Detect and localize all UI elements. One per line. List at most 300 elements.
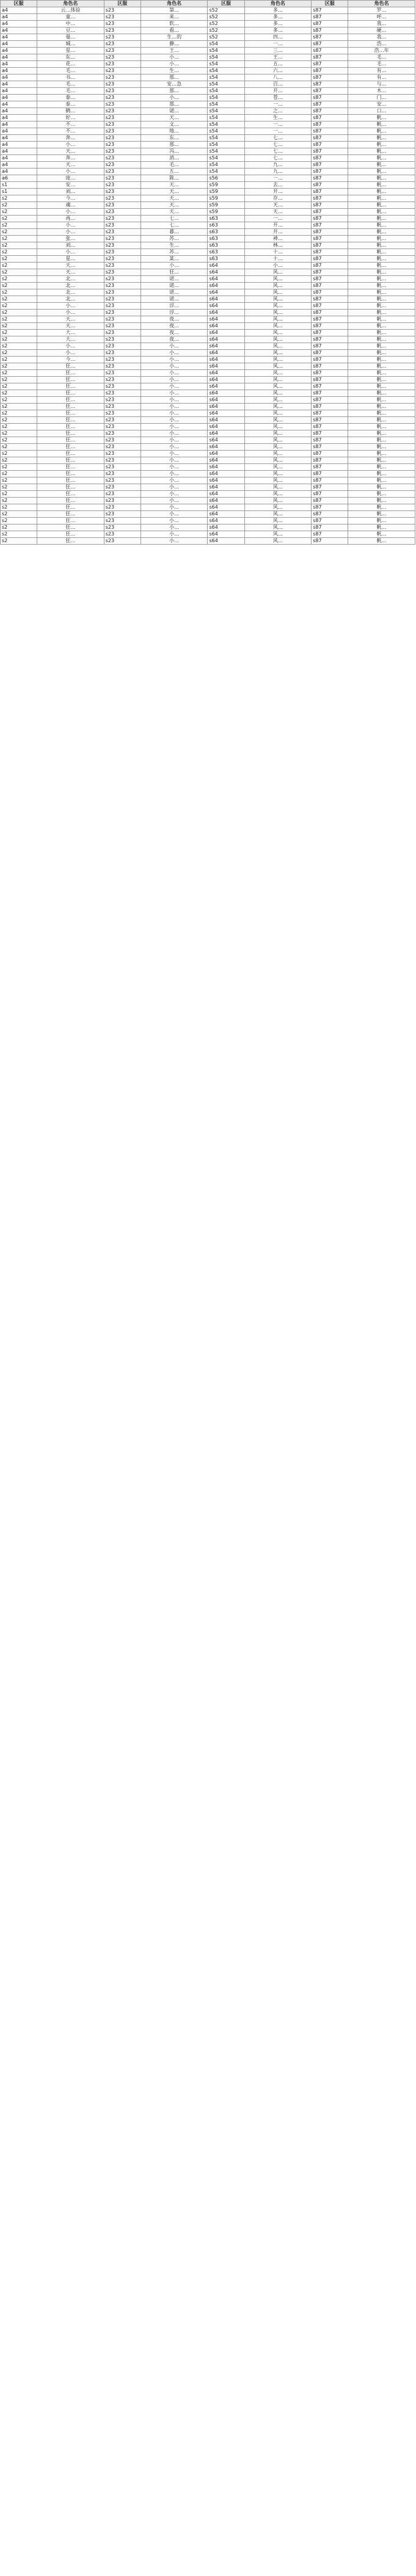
- role-name-cell: 帆…: [348, 390, 415, 397]
- server-cell: s23: [104, 323, 140, 330]
- server-cell: s87: [312, 74, 348, 81]
- role-name-cell: 帆…: [348, 276, 415, 283]
- server-cell: s87: [312, 68, 348, 74]
- role-name-cell: 北…: [37, 289, 104, 296]
- role-name-cell: 天…: [37, 323, 104, 330]
- role-name-cell: 去…: [244, 182, 312, 189]
- role-name-cell: 风…: [244, 444, 312, 451]
- server-cell: s87: [312, 209, 348, 216]
- role-name-cell: 帆…: [348, 283, 415, 289]
- role-name-cell: 风…: [244, 383, 312, 390]
- server-cell: s2: [1, 222, 37, 229]
- table-row: [1, 471, 415, 477]
- table-row: [1, 296, 415, 303]
- server-cell: s2: [1, 195, 37, 202]
- role-name-cell: 帆…: [348, 531, 415, 538]
- role-name-cell: 帆…: [348, 263, 415, 269]
- role-name-cell: 帆…: [348, 289, 415, 296]
- role-name-cell: 小…: [37, 350, 104, 357]
- role-name-cell: 风…: [244, 397, 312, 404]
- server-cell: s23: [104, 504, 140, 511]
- server-cell: s2: [1, 216, 37, 222]
- role-name-cell: 狂…: [37, 397, 104, 404]
- role-name-cell: 帆…: [348, 296, 415, 303]
- server-cell: s23: [104, 202, 140, 209]
- server-cell: s23: [104, 336, 140, 343]
- role-name-cell: 有…: [348, 68, 415, 74]
- role-name-cell: 一…: [244, 101, 312, 108]
- server-cell: s87: [312, 330, 348, 336]
- server-cell: s2: [1, 357, 37, 363]
- role-name-cell: 鹤…: [37, 108, 104, 115]
- role-name-cell: 北…: [37, 283, 104, 289]
- server-cell: s23: [104, 498, 140, 504]
- table-row: [1, 451, 415, 457]
- server-cell: s23: [104, 276, 140, 283]
- role-name-cell: 风…: [244, 430, 312, 437]
- role-name-cell: 小…: [140, 430, 208, 437]
- server-cell: s87: [312, 249, 348, 256]
- server-cell: s59: [208, 209, 244, 216]
- server-cell: s64: [208, 410, 244, 417]
- table-row: [1, 175, 415, 182]
- server-cell: s2: [1, 202, 37, 209]
- server-cell: s23: [104, 363, 140, 370]
- role-name-cell: 安…: [348, 101, 415, 108]
- role-name-cell: 狂…: [37, 444, 104, 451]
- server-cell: s23: [104, 477, 140, 484]
- role-name-cell: 小…: [140, 491, 208, 498]
- server-cell: s87: [312, 437, 348, 444]
- role-name-cell: 小…: [140, 524, 208, 531]
- table-row: [1, 323, 415, 330]
- server-cell: s64: [208, 350, 244, 357]
- table-row: [1, 491, 415, 498]
- role-name-cell: 天…: [140, 115, 208, 122]
- server-cell: s87: [312, 404, 348, 410]
- server-cell: s64: [208, 518, 244, 524]
- server-cell: s23: [104, 169, 140, 175]
- table-row: [1, 316, 415, 323]
- server-cell: s63: [208, 222, 244, 229]
- server-cell: s64: [208, 310, 244, 316]
- role-name-cell: 一…: [244, 128, 312, 135]
- role-name-cell: 硬…: [348, 27, 415, 34]
- server-cell: s2: [1, 256, 37, 263]
- server-cell: s2: [1, 451, 37, 457]
- server-cell: s2: [1, 504, 37, 511]
- table-row: [1, 504, 415, 511]
- server-cell: s54: [208, 61, 244, 68]
- role-name-cell: 小…: [140, 377, 208, 383]
- role-name-cell: 帆…: [348, 343, 415, 350]
- role-name-cell: 帆…: [348, 336, 415, 343]
- role-name-cell: 风…: [244, 477, 312, 484]
- server-cell: s23: [104, 34, 140, 41]
- server-cell: s87: [312, 303, 348, 310]
- role-name-cell: 帆…: [348, 383, 415, 390]
- role-name-cell: 风…: [244, 538, 312, 545]
- role-name-cell: 小…: [140, 263, 208, 269]
- role-name-cell: 帆…: [348, 229, 415, 236]
- table-row: [1, 101, 415, 108]
- role-name-cell: 帆…: [348, 202, 415, 209]
- server-cell: s2: [1, 236, 37, 242]
- server-cell: s64: [208, 390, 244, 397]
- server-cell: s23: [104, 142, 140, 148]
- server-cell: s2: [1, 531, 37, 538]
- role-name-cell: 帆…: [348, 437, 415, 444]
- table-row: [1, 538, 415, 545]
- server-cell: s87: [312, 128, 348, 135]
- role-name-cell: 帆…: [348, 310, 415, 316]
- role-name-cell: 不…: [37, 128, 104, 135]
- table-row: [1, 249, 415, 256]
- server-cell: s87: [312, 444, 348, 451]
- role-name-cell: 狂…: [37, 410, 104, 417]
- server-cell: a4: [1, 41, 37, 48]
- server-cell: s2: [1, 417, 37, 424]
- server-cell: s87: [312, 424, 348, 430]
- server-cell: s2: [1, 390, 37, 397]
- server-cell: s23: [104, 316, 140, 323]
- server-cell: s87: [312, 357, 348, 363]
- role-name-cell: 毛…: [37, 81, 104, 88]
- server-cell: s87: [312, 108, 348, 115]
- server-cell: s87: [312, 471, 348, 477]
- server-cell: s23: [104, 222, 140, 229]
- role-name-cell: 九…: [244, 162, 312, 169]
- server-cell: s87: [312, 222, 348, 229]
- role-name-cell: 小…: [140, 538, 208, 545]
- table-row: [1, 377, 415, 383]
- server-cell: s23: [104, 135, 140, 142]
- server-cell: s54: [208, 122, 244, 128]
- role-name-cell: 帆…: [348, 330, 415, 336]
- server-cell: s23: [104, 330, 140, 336]
- server-cell: s63: [208, 256, 244, 263]
- role-name-cell: 小…: [140, 397, 208, 404]
- role-name-cell: 生…: [140, 242, 208, 249]
- server-cell: s23: [104, 404, 140, 410]
- server-cell: s64: [208, 323, 244, 330]
- role-name-cell: 小…: [140, 477, 208, 484]
- role-name-cell: 魂…: [37, 202, 104, 209]
- server-cell: s64: [208, 491, 244, 498]
- server-cell: s2: [1, 430, 37, 437]
- role-name-cell: 我…: [348, 34, 415, 41]
- role-name-cell: 有…: [348, 74, 415, 81]
- server-cell: s87: [312, 531, 348, 538]
- role-name-cell: 狂…: [37, 424, 104, 430]
- server-cell: s54: [208, 74, 244, 81]
- server-cell: s64: [208, 377, 244, 383]
- server-cell: s23: [104, 451, 140, 457]
- role-name-cell: 安…急: [140, 81, 208, 88]
- role-name-cell: 狂…: [37, 484, 104, 491]
- role-name-cell: 帆…: [348, 115, 415, 122]
- server-cell: s87: [312, 14, 348, 21]
- server-cell: s2: [1, 377, 37, 383]
- role-name-cell: 浮…: [140, 310, 208, 316]
- role-name-cell: 风…: [244, 336, 312, 343]
- role-name-cell: 狂…: [37, 430, 104, 437]
- server-cell: s2: [1, 491, 37, 498]
- role-name-cell: 风…: [244, 484, 312, 491]
- server-cell: s2: [1, 484, 37, 491]
- role-name-cell: 小…: [37, 249, 104, 256]
- server-cell: a4: [1, 135, 37, 142]
- server-cell: s87: [312, 48, 348, 54]
- table-row: [1, 390, 415, 397]
- server-cell: s87: [312, 518, 348, 524]
- role-name-cell: 毛…: [348, 61, 415, 68]
- role-name-cell: 生…的: [140, 34, 208, 41]
- role-name-table: [0, 0, 415, 545]
- server-cell: s54: [208, 54, 244, 61]
- server-cell: s2: [1, 410, 37, 417]
- role-name-cell: 多…: [244, 27, 312, 34]
- server-cell: s23: [104, 511, 140, 518]
- server-cell: s54: [208, 108, 244, 115]
- server-cell: s52: [208, 7, 244, 14]
- role-name-cell: 多…: [244, 14, 312, 21]
- server-cell: s54: [208, 155, 244, 162]
- server-cell: a4: [1, 95, 37, 101]
- server-cell: s87: [312, 122, 348, 128]
- server-cell: a4: [1, 155, 37, 162]
- role-name-cell: 帆…: [348, 363, 415, 370]
- server-cell: s87: [312, 162, 348, 169]
- role-name-cell: 风…: [244, 276, 312, 283]
- table-row: [1, 209, 415, 216]
- server-cell: s54: [208, 169, 244, 175]
- role-name-cell: 帆…: [348, 148, 415, 155]
- role-name-cell: 静…: [140, 41, 208, 48]
- role-name-cell: 风…: [244, 498, 312, 504]
- role-name-cell: 王…: [244, 54, 312, 61]
- role-name-cell: 帆…: [348, 142, 415, 148]
- server-cell: s2: [1, 538, 37, 545]
- role-name-cell: 陈…: [140, 175, 208, 182]
- server-cell: s2: [1, 370, 37, 377]
- server-cell: s64: [208, 330, 244, 336]
- table-row: [1, 182, 415, 189]
- server-cell: a4: [1, 169, 37, 175]
- table-row: [1, 263, 415, 269]
- server-cell: a4: [1, 7, 37, 14]
- table-row: [1, 7, 415, 14]
- server-cell: s64: [208, 498, 244, 504]
- role-name-cell: 小…: [140, 444, 208, 451]
- role-name-cell: 风…: [244, 424, 312, 430]
- table-row: [1, 216, 415, 222]
- role-name-cell: 生…: [140, 68, 208, 74]
- role-name-cell: 帆…: [348, 162, 415, 169]
- role-name-cell: 狂…: [37, 511, 104, 518]
- role-name-cell: 七…: [244, 155, 312, 162]
- role-name-cell: 小…: [140, 451, 208, 457]
- server-cell: s87: [312, 256, 348, 263]
- role-name-cell: 小…: [37, 310, 104, 316]
- server-cell: s2: [1, 283, 37, 289]
- server-cell: s87: [312, 289, 348, 296]
- server-cell: s2: [1, 524, 37, 531]
- role-name-cell: 风…: [244, 343, 312, 350]
- server-cell: s2: [1, 511, 37, 518]
- server-cell: s54: [208, 142, 244, 148]
- server-cell: s23: [104, 518, 140, 524]
- role-name-cell: 消…: [140, 155, 208, 162]
- server-cell: s64: [208, 444, 244, 451]
- server-cell: s23: [104, 236, 140, 242]
- role-name-cell: 星…: [37, 256, 104, 263]
- role-name-cell: 风…: [244, 363, 312, 370]
- server-cell: s87: [312, 350, 348, 357]
- server-cell: s2: [1, 457, 37, 464]
- role-name-cell: 小…: [37, 229, 104, 236]
- server-cell: s54: [208, 41, 244, 48]
- role-name-cell: 风…: [244, 350, 312, 357]
- server-cell: s59: [208, 189, 244, 195]
- role-name-cell: 帆…: [348, 518, 415, 524]
- role-name-cell: 帆…: [348, 135, 415, 142]
- role-name-cell: 开…: [244, 229, 312, 236]
- table-row: [1, 81, 415, 88]
- role-name-cell: 小…: [37, 209, 104, 216]
- role-name-cell: 看…: [140, 27, 208, 34]
- server-cell: a4: [1, 88, 37, 95]
- table-row: [1, 14, 415, 21]
- table-row: [1, 189, 415, 195]
- role-name-cell: 帆…: [348, 175, 415, 182]
- role-name-cell: 五…: [244, 61, 312, 68]
- server-cell: s23: [104, 464, 140, 471]
- server-cell: s2: [1, 289, 37, 296]
- server-cell: s87: [312, 343, 348, 350]
- server-cell: s87: [312, 283, 348, 289]
- role-name-cell: 星…: [37, 48, 104, 54]
- server-cell: s87: [312, 323, 348, 330]
- server-cell: s23: [104, 74, 140, 81]
- table-row: [1, 195, 415, 202]
- role-name-cell: 生…: [244, 115, 312, 122]
- role-name-cell: 十…: [244, 256, 312, 263]
- role-name-cell: 小…: [140, 518, 208, 524]
- role-name-cell: 苏…: [140, 236, 208, 242]
- server-cell: s23: [104, 457, 140, 464]
- table-row: [1, 128, 415, 135]
- server-cell: s2: [1, 209, 37, 216]
- header-role-name: 角色名: [348, 1, 415, 7]
- table-row: [1, 370, 415, 377]
- table-row: [1, 27, 415, 34]
- role-name-cell: 好…: [37, 115, 104, 122]
- server-cell: a4: [1, 14, 37, 21]
- server-cell: s23: [104, 195, 140, 202]
- server-cell: s63: [208, 236, 244, 242]
- server-cell: s87: [312, 417, 348, 424]
- server-cell: s54: [208, 95, 244, 101]
- server-cell: s87: [312, 148, 348, 155]
- table-row: [1, 383, 415, 390]
- role-name-cell: 风…: [244, 377, 312, 383]
- server-cell: s87: [312, 511, 348, 518]
- server-cell: s87: [312, 430, 348, 437]
- server-cell: s54: [208, 115, 244, 122]
- role-name-cell: 帆…: [348, 377, 415, 383]
- server-cell: s87: [312, 464, 348, 471]
- table-row: [1, 524, 415, 531]
- server-cell: s64: [208, 424, 244, 430]
- table-row: [1, 135, 415, 142]
- header-server: 区服: [208, 1, 244, 7]
- table-row: [1, 330, 415, 336]
- server-cell: s2: [1, 276, 37, 283]
- server-cell: s23: [104, 88, 140, 95]
- server-cell: s2: [1, 303, 37, 310]
- server-cell: s23: [104, 61, 140, 68]
- server-cell: s87: [312, 236, 348, 242]
- server-cell: s87: [312, 95, 348, 101]
- server-cell: s23: [104, 410, 140, 417]
- role-name-cell: 帆…: [348, 350, 415, 357]
- server-cell: s54: [208, 48, 244, 54]
- role-name-cell: 风…: [244, 269, 312, 276]
- server-cell: s87: [312, 390, 348, 397]
- role-name-cell: 开…: [244, 189, 312, 195]
- table-row: [1, 363, 415, 370]
- server-cell: a6: [1, 175, 37, 182]
- role-name-cell: 帆…: [348, 323, 415, 330]
- role-name-cell: 风…: [244, 437, 312, 444]
- server-cell: s87: [312, 101, 348, 108]
- server-cell: s87: [312, 175, 348, 182]
- role-name-cell: 小…: [37, 303, 104, 310]
- table-row: [1, 336, 415, 343]
- server-cell: s23: [104, 397, 140, 404]
- role-name-cell: 七…: [244, 148, 312, 155]
- server-cell: s87: [312, 216, 348, 222]
- role-name-cell: 帆…: [348, 256, 415, 263]
- server-cell: s87: [312, 189, 348, 195]
- server-cell: s87: [312, 115, 348, 122]
- role-name-cell: 小…: [140, 350, 208, 357]
- role-name-cell: 帆…: [348, 128, 415, 135]
- server-cell: s87: [312, 504, 348, 511]
- role-name-cell: 天…: [140, 182, 208, 189]
- server-cell: s23: [104, 68, 140, 74]
- server-cell: s2: [1, 296, 37, 303]
- table-row: [1, 531, 415, 538]
- role-name-cell: 浩…年: [348, 48, 415, 54]
- role-name-cell: 狂…: [37, 457, 104, 464]
- server-cell: s64: [208, 464, 244, 471]
- role-name-cell: 张…: [37, 236, 104, 242]
- server-cell: s63: [208, 216, 244, 222]
- role-name-cell: 帆…: [348, 524, 415, 531]
- role-name-cell: 小…: [37, 169, 104, 175]
- table-row: [1, 162, 415, 169]
- role-name-cell: 那…: [140, 74, 208, 81]
- role-name-cell: 天…: [140, 189, 208, 195]
- server-cell: s56: [208, 175, 244, 182]
- role-name-cell: 天…: [37, 148, 104, 155]
- table-row: [1, 276, 415, 283]
- role-name-cell: 东…: [140, 135, 208, 142]
- server-cell: s23: [104, 95, 140, 101]
- role-name-cell: 狂…: [37, 524, 104, 531]
